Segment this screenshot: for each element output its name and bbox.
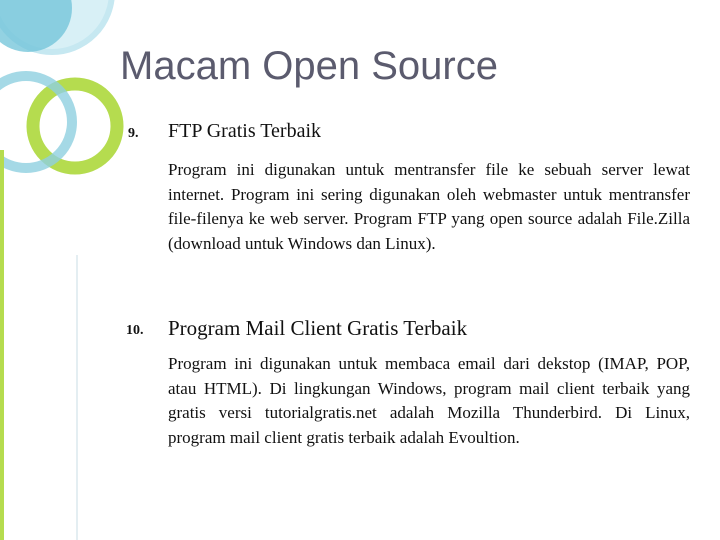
- item-number: 9.: [128, 126, 139, 141]
- slide-title: Macam Open Source: [120, 44, 498, 88]
- item-number: 10.: [126, 323, 144, 338]
- decorative-circles: [0, 0, 140, 540]
- item-description: Program ini digunakan untuk mentransfer file ke sebuah server lewat internet. Program ini sering digunakan oleh webmaster untuk mentransfer file-filenya ke web server. Program FTP yang open source adalah File.Zilla (download untuk Windows dan Linux).: [168, 160, 690, 253]
- item-heading: Program Mail Client Gratis Terbaik: [168, 316, 468, 340]
- list-item-header: [128, 120, 690, 150]
- list-item: [126, 316, 690, 447]
- list-item: [128, 120, 690, 253]
- green-vertical-bar: [0, 150, 4, 540]
- item-heading: FTP Gratis Terbaik: [168, 120, 322, 142]
- item-description: Program ini digunakan untuk membaca email dari dekstop (IMAP, POP, atau HTML). Di lingkungan Windows, program mail client terbaik yang gratis versi tutorialgratis.net adalah Mozilla Thunderbird. Di Linux, program mail client gratis terbaik adalah Evoultion.: [168, 354, 690, 447]
- list-item-header: [128, 316, 690, 346]
